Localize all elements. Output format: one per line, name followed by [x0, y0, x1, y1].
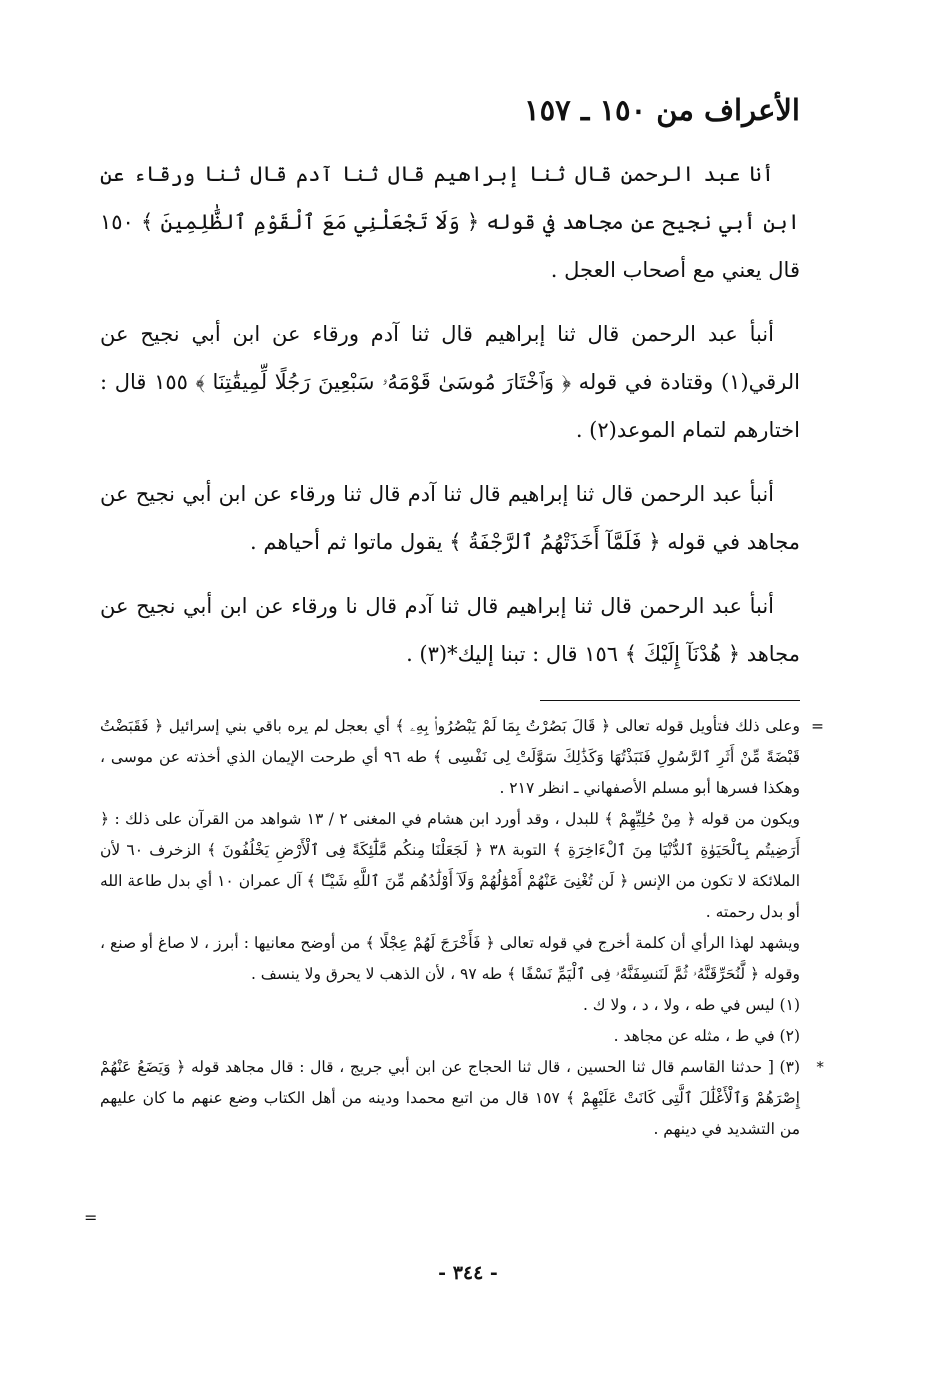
paragraph-4: أنبأ عبد الرحمن قال ثنا إبراهيم قال ثنا آدم قال نا ورقاء عن ابن أبي نجيح عن مجاهد ﴿ هُدْنَآ إِلَيْكَ ﴾ ١٥٦ قال : تبنا إليك*(٣) . [100, 594, 800, 666]
footnote-1 [100, 990, 800, 1021]
footnote-text: (١) ليس في طه ، ولا ، د ، ولا ك . [582, 996, 800, 1014]
footnotes [100, 711, 824, 1145]
footnote-3 [100, 1052, 824, 1145]
page-title: الأعراف من ١٥٠ ـ ١٥٧ [524, 93, 800, 127]
footnote-text: (٢) في ط ، مثله عن مجاهد . [613, 1027, 800, 1045]
footnote-continuation [100, 711, 824, 804]
footnote-paragraph [100, 928, 800, 990]
footnote-2 [100, 1021, 800, 1052]
paragraph-1: أنا عبد الرحمن قال ثنا إبراهيم قال ثنا آدم قال ثنا ورقاء عن ابن أبي نجيح عن مجاهد في قوله ﴿ وَلَا تَجْعَلْنِي مَعَ ٱلْقَوْمِ ٱلظَّٰلِمِينَ ﴾ ١٥٠ قال يعني مع أصحاب العجل . [100, 162, 800, 282]
page-number: - ٣٤٤ - [438, 1262, 498, 1284]
continuation-edge-mark: = [84, 1208, 98, 1227]
footnote-text: وعلى ذلك فتأويل قوله تعالى ﴿ قَالَ بَصُرْتُ بِمَا لَمْ يَبْصُرُوا۟ بِهِۦ ﴾ أي بعجل لم يره باقي بني إسرائيل ﴿ فَقَبَضْتُ قَبْضَةً مِّنْ أَثَرِ ٱلرَّسُولِ فَنَبَذْتُهَا وَكَذَٰلِكَ سَوَّلَتْ لِى نَفْسِى ﴾ طه ٩٦ أي طرحت الإيمان الذي أخذته عن موسى ، وهكذا فسرها أبو مسلم الأصفهاني ـ انظر ٢١٧ . [100, 717, 800, 797]
paragraph-3: أنبأ عبد الرحمن قال ثنا إبراهيم قال ثنا آدم قال ثنا ورقاء عن ابن أبي نجيح عن مجاهد في قوله ﴿ فَلَمَّآ أَخَذَتْهُمُ ٱلرَّجْفَةُ ﴾ يقول ماتوا ثم أحياهم . [100, 482, 800, 554]
footnote-text: (٣) [ حدثنا القاسم قال ثنا الحسين ، قال ثنا الحجاج عن ابن أبي جريج ، قال : قال مجاهد قوله ﴿ وَيَضَعُ عَنْهُمْ إِصْرَهُمْ وَٱلْأَغْلَٰلَ ٱلَّتِى كَانَتْ عَلَيْهِمْ ﴾ ١٥٧ قال من اتبع محمدا ودينه من أهل الكتاب وضع عنهم ما كان عليهم من التشديد في دينهم . [100, 1058, 800, 1138]
footnote-divider [540, 700, 800, 701]
footnote-text: ويكون من قوله ﴿ مِنْ حُلِيِّهِمْ ﴾ للبدل ، وقد أورد ابن هشام في المغنى ٢ / ١٣ شواهد من القرآن على ذلك : ﴿ أَرَضِيتُم بِٱلْحَيَوٰةِ ٱلدُّنْيَا مِنَ ٱلْءَاخِرَةِ ﴾ التوبة ٣٨ ﴿ لَجَعَلْنَا مِنكُم مَّلَٰٓئِكَةً فِى ٱلْأَرْضِ يَخْلُفُونَ ﴾ الزخرف ٦٠ لأن الملائكة لا تكون من الإنس ﴿ لَن تُغْنِىَ عَنْهُمْ أَمْوَٰلُهُمْ وَلَآ أَوْلَٰدُهُم مِّنَ ٱللَّهِ شَيْـًٔا ﴾ آل عمران ١٠ أي بدل طاعة الله أو بدل رحمته . [100, 810, 800, 921]
continuation-marker: = [811, 717, 824, 735]
footnote-paragraph [100, 804, 800, 928]
footnote-text: ويشهد لهذا الرأي أن كلمة أخرج في قوله تعالى ﴿ فَأَخْرَجَ لَهُمْ عِجْلًا ﴾ من أوضح معانيها : أبرز ، لا صاغ أو صنع ، وقوله ﴿ لَّنُحَرِّقَنَّهُۥ ثُمَّ لَنَنسِفَنَّهُۥ فِى ٱلْيَمِّ نَسْفًا ﴾ طه ٩٧ ، لأن الذهب لا يحرق ولا ينسف . [100, 934, 800, 983]
page-body [100, 90, 824, 1330]
paragraph-2: أنبأ عبد الرحمن قال ثنا إبراهيم قال ثنا آدم ورقاء عن ابن أبي نجيح عن الرقي(١) وقتادة في قوله ﴿ وَٱخْتَارَ مُوسَىٰ قَوْمَهُۥ سَبْعِينَ رَجُلًا لِّمِيقَٰتِنَا ﴾ ١٥٥ قال : اختارهم لتمام الموعد(٢) . [100, 322, 800, 442]
asterisk-marker: * [816, 1058, 824, 1076]
